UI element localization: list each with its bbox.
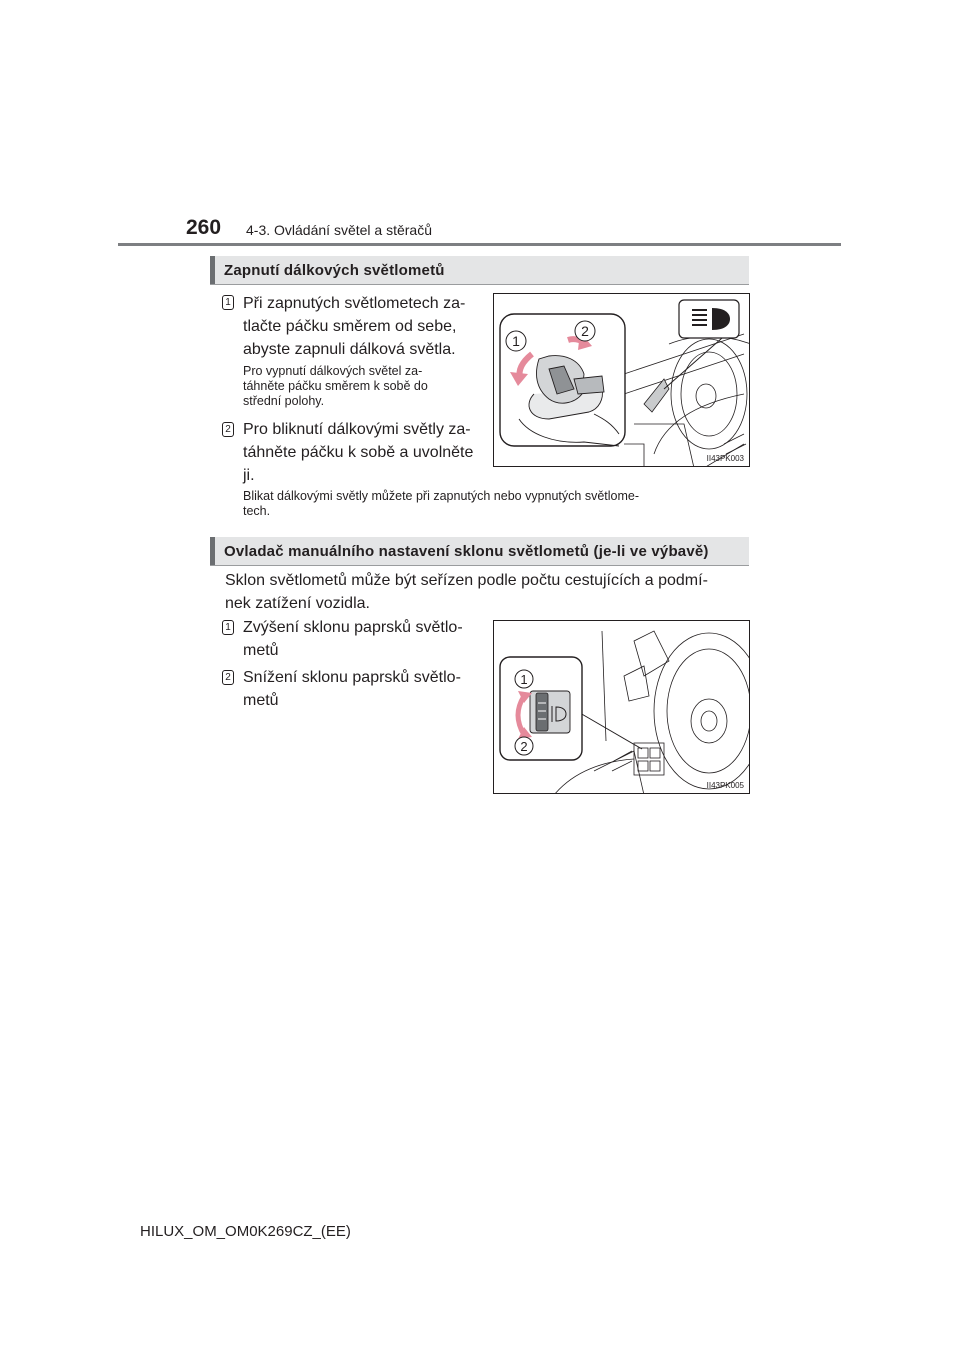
- step-1-line-1: Při zapnutých světlometech za-: [243, 295, 466, 312]
- step-1-note-line-3: střední polohy.: [243, 394, 325, 408]
- lever-illustration: [494, 294, 750, 467]
- leveling-item-2-line-2: metů: [243, 692, 279, 709]
- step-2-line-1: Pro bliknutí dálkovými světly za-: [243, 421, 471, 438]
- leveling-dial: [536, 693, 548, 731]
- step-1-note-line-2: táhněte páčku směrem k sobě do: [243, 379, 428, 393]
- step-2-line-2: táhněte páčku k sobě a uvolněte: [243, 444, 474, 461]
- leveling-item-1: [243, 616, 477, 662]
- step-2-note-line-2: tech.: [243, 504, 271, 518]
- step-2-note: [243, 489, 746, 519]
- step-badge-1: 1: [222, 295, 234, 310]
- figure-leveling-dial: [493, 620, 750, 794]
- step-1-line-3: abyste zapnuli dálková světla.: [243, 341, 456, 358]
- heading-high-beam-text: Zapnutí dálkových světlometů: [224, 262, 445, 279]
- leveling-badge-1: 1: [222, 620, 234, 635]
- heading-leveling: [210, 537, 749, 566]
- callout-2: 2: [581, 323, 589, 339]
- leveling-item-1-line-2: metů: [243, 642, 279, 659]
- dial-callout-2: 2: [520, 739, 528, 754]
- leveling-intro: [225, 569, 746, 615]
- figure-code-2: II43PK005: [706, 781, 744, 790]
- step-1-note: [243, 364, 487, 409]
- leveling-item-1-line-1: Zvýšení sklonu paprsků světlo-: [243, 619, 463, 636]
- heading-high-beam: [210, 256, 749, 285]
- step-2-note-line-1: Blikat dálkovými světly můžete při zapnutých nebo vypnutých světlome-: [243, 489, 640, 503]
- section-title: 4-3. Ovládání světel a stěračů: [246, 222, 432, 238]
- step-2-text: [243, 418, 487, 487]
- document-code: HILUX_OM_OM0K269CZ_(EE): [140, 1223, 351, 1240]
- step-1-note-line-1: Pro vypnutí dálkových světel za-: [243, 364, 423, 378]
- page-number: 260: [186, 216, 222, 239]
- step-badge-2: 2: [222, 422, 234, 437]
- callout-1: 1: [512, 333, 520, 349]
- step-2-line-3: ji.: [243, 467, 255, 484]
- dial-illustration: [494, 621, 750, 794]
- figure-high-beam-lever: [493, 293, 750, 467]
- figure-code: II43PK003: [706, 454, 744, 463]
- leveling-badge-2: 2: [222, 670, 234, 685]
- leveling-item-2-line-1: Snížení sklonu paprsků světlo-: [243, 669, 461, 686]
- step-1-line-2: tlačte páčku směrem od sebe,: [243, 318, 457, 335]
- header-divider: [118, 243, 841, 246]
- dial-callout-1: 1: [520, 672, 528, 687]
- leveling-item-2: [243, 666, 477, 712]
- leveling-intro-line-1: Sklon světlometů může být seřízen podle počtu cestujících a podmí-: [225, 572, 708, 589]
- heading-leveling-text: Ovladač manuálního nastavení sklonu světlometů (je-li ve výbavě): [224, 543, 709, 560]
- step-1-text: [243, 292, 487, 361]
- leveling-intro-line-2: nek zatížení vozidla.: [225, 595, 370, 612]
